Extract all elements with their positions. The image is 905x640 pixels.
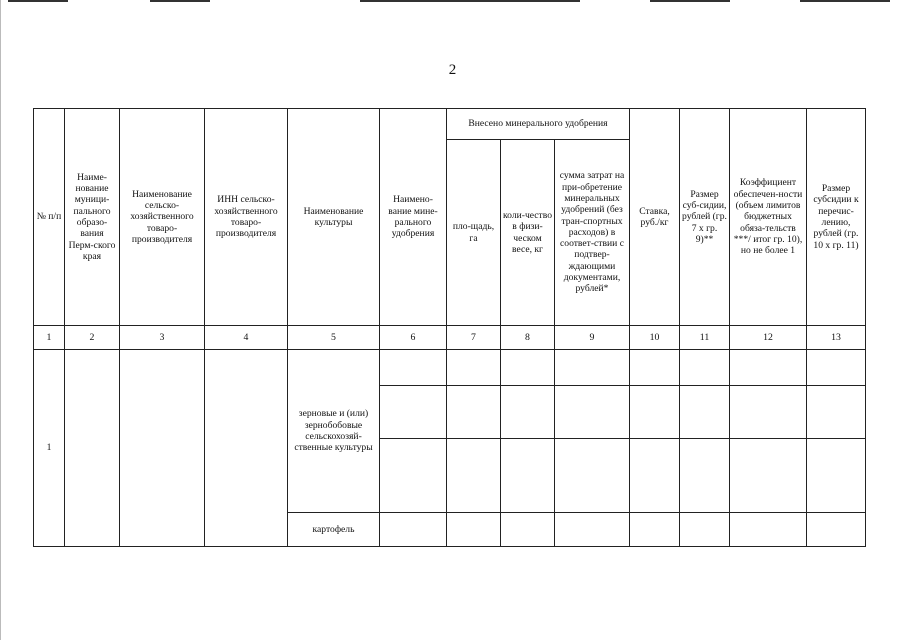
empty-cell [730,513,807,547]
empty-cell [807,513,866,547]
empty-cell [380,350,447,386]
column-number: 9 [555,326,630,350]
column-number: 1 [34,326,65,350]
header-col-10: Ставка, руб./кг [630,109,680,326]
empty-cell [680,350,730,386]
empty-cell [447,439,501,513]
page-number: 2 [448,62,457,78]
page-top-edge [0,0,905,3]
column-number: 5 [288,326,380,350]
empty-cell [807,350,866,386]
empty-cell [555,350,630,386]
empty-cell [730,386,807,439]
empty-cell [807,386,866,439]
header-col-7: пло-щадь, га [447,140,501,326]
empty-cell [120,350,205,547]
header-col-9: сумма затрат на при-обретение минеральных удобрений (без тран-спортных расходов) в соответ-ствии с подтвер-ждающими документами, рублей* [555,140,630,326]
header-col-13: Размер субсидии к перечис-лению, рублей (гр. 10 x гр. 11) [807,109,866,326]
empty-cell [730,439,807,513]
empty-cell [447,350,501,386]
header-col-8: коли-чество в физи-ческом весе, кг [501,140,555,326]
subsidy-table [33,108,866,547]
header-col-12: Коэффициент обеспечен-ности (объем лимитов бюджетных обяза-тельств ***/ итог гр. 10), но не более 1 [730,109,807,326]
column-number: 7 [447,326,501,350]
empty-cell [630,439,680,513]
column-number: 12 [730,326,807,350]
column-number: 10 [630,326,680,350]
empty-cell [380,386,447,439]
header-col-4: ИНН сельско-хозяйственного товаро-производителя [205,109,288,326]
empty-cell [680,513,730,547]
empty-cell [447,513,501,547]
empty-cell [447,386,501,439]
empty-cell [680,386,730,439]
header-col-6: Наимено-вание мине-рального удобрения [380,109,447,326]
empty-cell [730,350,807,386]
empty-cell [501,513,555,547]
column-number-row [34,326,866,350]
column-number: 4 [205,326,288,350]
crop-grain-cell: зерновые и (или) зернобобовые сельскохозяй-ственные культуры [288,350,380,513]
empty-cell [630,350,680,386]
empty-cell [205,350,288,547]
empty-cell [630,513,680,547]
empty-cell [501,439,555,513]
column-number: 6 [380,326,447,350]
empty-cell [501,386,555,439]
empty-cell [807,439,866,513]
empty-cell [680,439,730,513]
row-number: 1 [34,350,65,547]
empty-cell [380,513,447,547]
column-number: 2 [65,326,120,350]
header-group-fertilizer: Внесено минерального удобрения [447,109,630,140]
empty-cell [630,386,680,439]
crop-potato-cell: картофель [288,513,380,547]
empty-cell [380,439,447,513]
empty-cell [555,386,630,439]
header-col-2: Наиме-нование муници-пального образо-вания Перм-ского края [65,109,120,326]
header-col-11: Размер суб-сидии, рублей (гр. 7 x гр. 9)** [680,109,730,326]
empty-cell [555,439,630,513]
column-number: 3 [120,326,205,350]
page-left-edge [0,0,1,640]
empty-cell [555,513,630,547]
table-row [34,350,866,386]
column-number: 13 [807,326,866,350]
header-col-1: № п/п [34,109,65,326]
empty-cell [501,350,555,386]
header-col-3: Наименование сельско-хозяйственного товаро-производителя [120,109,205,326]
column-number: 8 [501,326,555,350]
header-col-5: Наименование культуры [288,109,380,326]
header-row-1 [34,109,866,140]
column-number: 11 [680,326,730,350]
empty-cell [65,350,120,547]
